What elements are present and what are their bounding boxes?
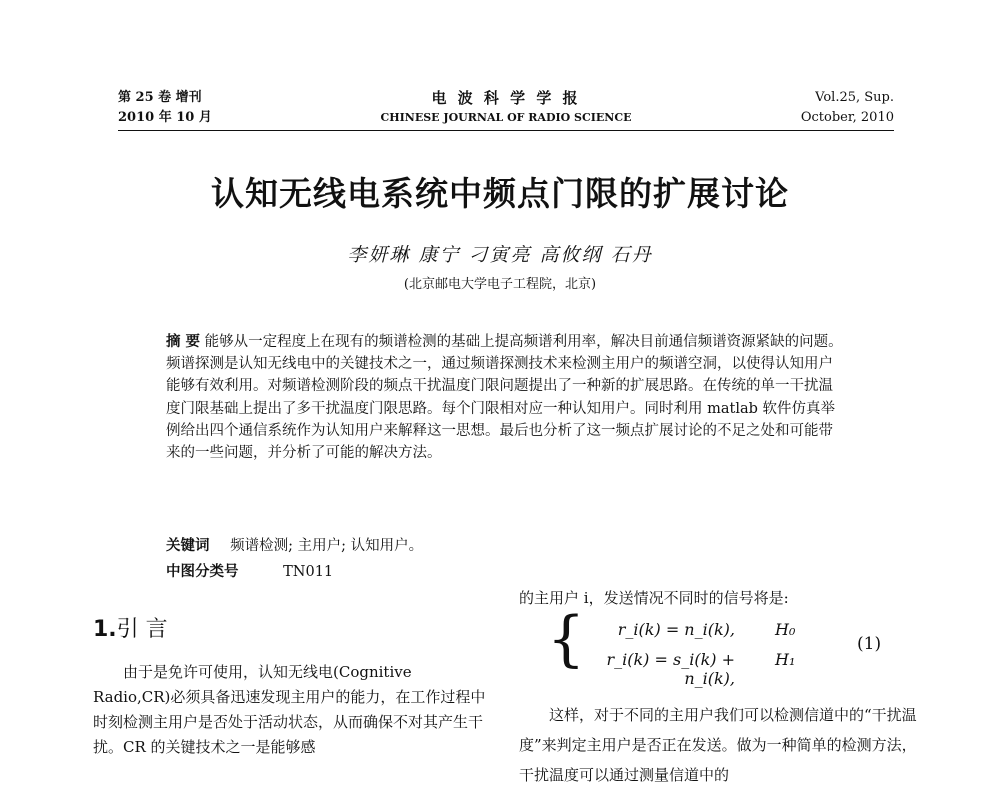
volume-info-en	[801, 88, 894, 128]
equation-line-1: r_i(k) = n_i(k),	[617, 620, 735, 639]
journal-name-en: CHINESE JOURNAL OF RADIO SCIENCE	[380, 111, 632, 124]
keywords-label: 关键词	[166, 538, 210, 554]
equation-1	[547, 604, 897, 688]
section-title: 引 言	[116, 617, 168, 642]
journal-header	[118, 88, 894, 132]
right-column-text: 这样，对于不同的主用户我们可以检测信道中的“干扰温度”来判定主用户是否正在发送。做为一种简单的检测方法，干扰温度可以通过测量信道中的	[519, 706, 917, 784]
hypothesis-h1: H₁	[775, 650, 796, 669]
affiliation: (北京邮电大学电子工程院，北京)	[403, 277, 597, 292]
abstract	[166, 331, 846, 464]
header-rule	[118, 130, 894, 131]
date-line-en: October, 2010	[800, 110, 894, 125]
left-column-paragraph	[93, 660, 493, 760]
right-column-paragraph	[519, 700, 919, 790]
classification-code: TN011	[283, 564, 334, 580]
paper-title: 认知无线电系统中频点门限的扩展讨论	[211, 174, 789, 213]
volume-line-en: Vol.25, Sup.	[815, 90, 894, 105]
left-column-text: 由于是免许可使用，认知无线电(Cognitive Radio,CR)必须具备迅速发现主用户的能力，在工作过程中时刻检测主用户是否处于活动状态，从而确保不对其产生干扰。CR 的关键技术之一是能够感	[93, 663, 486, 756]
classification-label: 中图分类号	[166, 564, 239, 580]
section-heading	[93, 612, 168, 643]
abstract-label: 摘 要	[166, 334, 201, 350]
hypothesis-h0: H₀	[775, 620, 796, 639]
volume-line: 第 25 卷 增刊	[118, 90, 202, 105]
equation-number: (1)	[857, 634, 882, 654]
keywords	[166, 534, 423, 555]
equation-line-2: r_i(k) = s_i(k) + n_i(k),	[606, 650, 735, 688]
right-column-intro: 的主用户 i，发送情况不同时的信号将是:	[519, 589, 789, 607]
abstract-text: 能够从一定程度上在现有的频谱检测的基础上提高频谱利用率，解决目前通信频谱资源紧缺的问题。频谱探测是认知无线电中的关键技术之一，通过频谱探测技术来检测主用户的频谱空洞，以使得认知用户能够有效利用。对频谱检测阶段的频点干扰温度门限问题提出了一种新的扩展思路。在传统的单一干扰温度门限基础上提出了多干扰温度门限思路。每个门限相对应一种认知用户。同时利用 matlab 软件仿真举例给出四个通信系统作为认知用户来解释这一思想。最后也分析了这一频点扩展讨论的不足之处和可能带来的一些问题，并分析了可能的解决方法。	[166, 334, 843, 462]
journal-name-zh: 电 波 科 学 学 报	[431, 89, 581, 107]
keywords-text: 频谱检测; 主用户; 认知用户。	[230, 538, 424, 554]
date-line: 2010 年 10 月	[118, 110, 212, 125]
journal-name	[118, 88, 894, 128]
authors: 李妍琳 康宁 刁寅亮 高攸纲 石丹	[347, 244, 653, 266]
classification	[166, 560, 333, 581]
section-number: 1.	[93, 617, 117, 642]
equation-brace: {	[547, 604, 586, 674]
